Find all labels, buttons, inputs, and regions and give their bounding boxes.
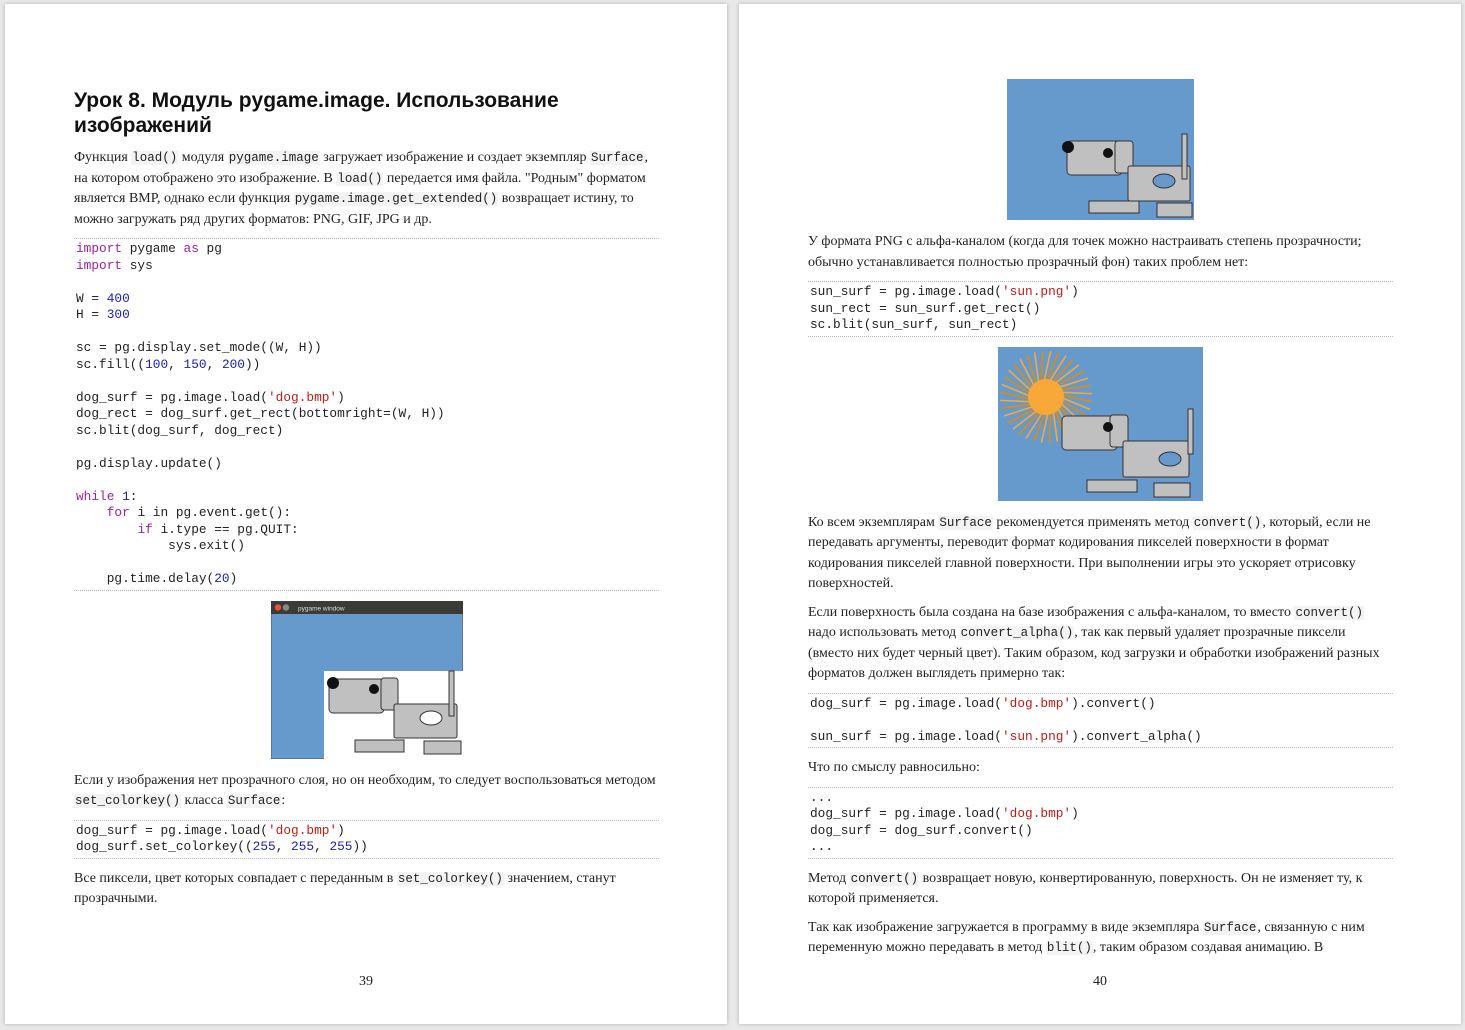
returns-paragraph: Метод convert() возвращает новую, конвертированную, поверхность. Он не изменяет ту, к которой применяется. [808, 870, 1363, 906]
dog-on-blue-figure [1007, 79, 1194, 220]
intro-paragraph: Функция load() модуля pygame.image загружает изображение и создает экземпляр Surface, на котором отображено это изображение. В load() передается имя файла. "Родным" форматом является BMP, однако если функция pygame.image.get_extended() возвращает истину, то можно загружать ряд других форматов: PNG, GIF, JPG и др. [74, 150, 649, 227]
lesson-title: Урок 8. Модуль pygame.image. Использование изображений [74, 89, 559, 137]
sun-and-dog-figure [998, 347, 1203, 501]
page-40-content [808, 79, 1393, 967]
code-block-convert: dog_surf = pg.image.load('dog.bmp').convert() sun_surf = pg.image.load('sun.png').convert_alpha() [808, 693, 1393, 749]
convert-alpha-paragraph: Если поверхность была создана на базе изображения с альфа-каналом, то вместо convert() надо использовать метод convert_alpha(), так как первый удаляет прозрачные пиксели (вместо них будет черный цвет). Таким образом, код загрузки и обработки изображений разных форматов должен выглядеть примерно так: [808, 604, 1380, 681]
page-40 [739, 4, 1461, 1024]
animation-paragraph: Так как изображение загружается в программу в виде экземпляра Surface, связанную с ним переменную можно передавать в метод blit(), таким образом создавая анимацию. В [808, 919, 1365, 955]
code-block-colorkey: dog_surf = pg.image.load('dog.bmp') dog_surf.set_colorkey((255, 255, 255)) [74, 820, 659, 859]
png-paragraph: У формата PNG с альфа-каналом (когда для точек можно настраивать степень прозрачности; обычно устанавливается полностью прозрачный фон) таких проблем нет: [808, 234, 1362, 270]
convert-paragraph: Ко всем экземплярам Surface рекомендуется применять метод convert(), который, если не передавать аргументы, переводит формат кодирования пикселей поверхности в формат кодирования пикселей главной поверхности. При выполнении игры это ускоряет отрисовку поверхностей. [808, 514, 1371, 591]
page-number: 40 [1093, 974, 1107, 989]
page-number: 39 [359, 974, 373, 989]
window-minimize-icon [282, 604, 288, 610]
window-close-icon [274, 604, 280, 610]
code-block-equivalent: ... dog_surf = pg.image.load('dog.bmp') dog_surf = dog_surf.convert() ... [808, 787, 1393, 859]
dog-image [324, 671, 463, 759]
page-39 [5, 4, 727, 1024]
transparent-paragraph: Все пиксели, цвет которых совпадает с переданным в set_colorkey() значением, станут прозрачными. [74, 870, 616, 906]
colorkey-paragraph: Если у изображения нет прозрачного слоя, но он необходим, то следует воспользоваться методом set_colorkey() класса Surface: [74, 772, 656, 808]
code-block-sun: sun_surf = pg.image.load('sun.png') sun_rect = sun_surf.get_rect() sc.blit(sun_surf, sun_rect) [808, 281, 1393, 337]
window-title: pygame window [297, 605, 345, 612]
equivalent-paragraph: Что по смыслу равносильно: [808, 760, 980, 775]
code-block-main: import pygame as pg import sys W = 400 H = 300 sc = pg.display.set_mode((W, H)) sc.fill((100, 150, 200)) dog_surf = pg.image.load('dog.bmp') dog_rect = dog_surf.get_rect(bottomright=(W, H)) sc.blit(dog_surf, dog_rect) pg.display.update() while 1: for i in pg.event.get(): if i.type == pg.QUIT: sys.exit() pg.time.delay(20) [74, 238, 659, 591]
page-39-content [74, 88, 659, 918]
pygame-window-figure [271, 601, 463, 759]
